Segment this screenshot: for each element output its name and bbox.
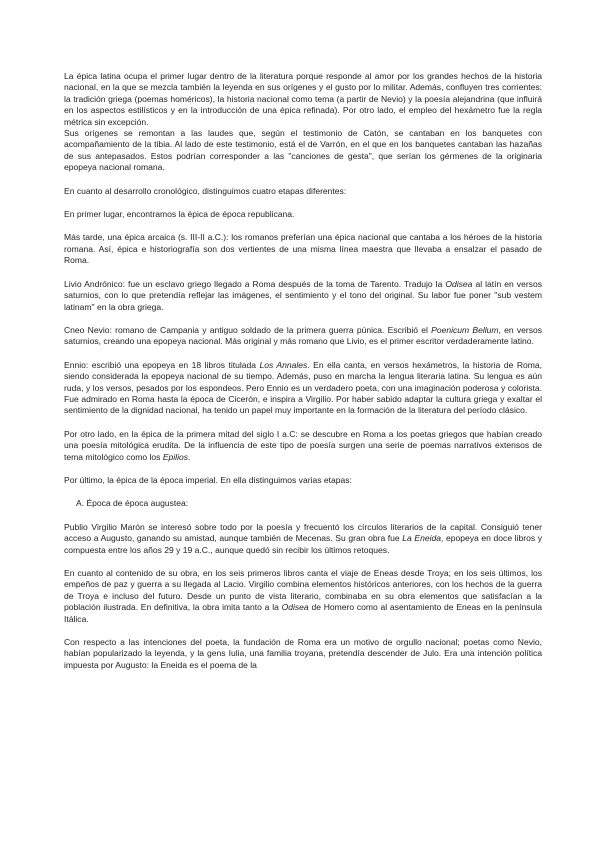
text-run: , epopeya en doce libros y compuesta entre los años 29 y 19 a.C., aunque quedó sin recibir los últimos retoques. <box>64 533 542 555</box>
text-run: Con respecto a las intenciones del poeta, la fundación de Roma era un motivo de orgullo nacional; poetas como Nevio, habían popularizado la leyenda, y la gens Iulia, una familia troyana, pretendía descender de Julo. Era una intención política impuesta por Augusto: la Eneida es el poema de la <box>64 637 542 670</box>
paragraph-intro <box>64 71 542 128</box>
text-run: A. Época de época augustea: <box>76 498 189 509</box>
italic-title: La Eneida <box>402 533 442 544</box>
paragraph-virgilio <box>64 522 542 556</box>
paragraph-nevio <box>64 325 542 348</box>
text-run: Por otro lado, en la épica de la primera mitad del siglo I a.C: se descubre en Roma a los poetas griegos que habían creado una poesía mitológica erudita. De la influencia de este tipo de poesía surgen una serie de poemas narrativos extensos de tema mitológico como los <box>64 428 542 462</box>
italic-title: Epilios <box>162 451 188 462</box>
paragraph-contenido <box>64 568 542 625</box>
paragraph-primer-lugar <box>64 209 542 220</box>
paragraph-origenes <box>64 128 542 174</box>
text-run: Livio Andrónico: fue un esclavo griego llegado a Roma después de la toma de Tarento. Tradujo la <box>64 278 446 289</box>
italic-title: Los Annales <box>259 359 308 370</box>
text-run: Más tarde, una épica arcaica (s. III-II a.C.): los romanos preferían una épica nacional que cantaba a los héroes de la historia romana. Así, épica e historiografía son dos vertientes de una misma línea maestra que llevaba a ensalzar el pasado de Roma. <box>64 232 542 266</box>
text-run: Publio Virgilio Marón se interesó sobre todo por la poesía y frecuentó los círculos literarios de la capital. Consiguió tener acceso a Augusto, ganando su amistad, aunque también de Mecenas. Su gran obra fue <box>64 521 542 544</box>
italic-title: Poenicum Bellum <box>431 324 499 335</box>
paragraph-desarrollo <box>64 186 542 197</box>
text-run: de Homero como al asentamiento de Eneas en la península Itálica. <box>64 602 542 624</box>
paragraph-siglo-i <box>64 429 542 463</box>
text-run: En cuanto al contenido de su obra, en los seis primeros libros canta el viaje de Eneas desde Troya; en los seis últimos, los empeños de paz y guerra a su llegada al Lacio. Virgilio combina elementos históricos anteriores, con los hechos de la guerra de Troya e incluso del futuro. Desde un punto de vista literario, combinaba en su obra elementos que satisfacían a la población ilustrada. En definitiva, la obra imita tanto a la <box>64 568 542 613</box>
paragraph-intenciones <box>64 637 542 671</box>
text-run: Ennio: escribió una epopeya en 18 libros titulada <box>64 359 260 370</box>
paragraph-ennio <box>64 360 542 417</box>
paragraph-imperial <box>64 475 542 486</box>
text-run: al latín en versos saturnios, con lo que pretendía reflejar las imágenes, el sentimiento y el tono del original. Su labor fue poner "sub vestem latinam" en la obra griega. <box>64 278 542 312</box>
text-run: . <box>188 451 191 462</box>
text-run: La épica latina ocupa el primer lugar dentro de la literatura porque responde al amor por los grandes hechos de la historia nacional, en la que se mezcla también la leyenda en sus orígenes y el gusto por lo militar. Además, confluyen tres corrientes: la tradición griega (poemas homéricos), la historia nacional como tema (a partir de Nevio) y la poesía alejandrina (que influirá en los aspectos estilísticos y en la introducción de una épica refinada). Por otro lado, el empleo del hexámetro fue la regla métrica sin excepción. <box>64 71 542 127</box>
text-run: , en versos saturnios, creando una epopeya nacional. Más original y más romano que Livio, es el primer escritor verdaderamente latino. <box>64 324 542 347</box>
text-run: . En ella canta, en versos hexámetros, la historia de Roma, siendo considerada la epopeya nacional de su tiempo. Además, puso en marcha la lengua literaria latina. Su lengua es aún ruda, y los versos, pesados por los espondeos. Pero Ennio es un verdadero poeta, con una imaginación poderosa y colorista. Fue admirado en Roma hasta la época de Cicerón, e inspira a Virgilio. Por haber sabido adaptar la cultura griega y exaltar el sentimiento de la dignidad nacional, ha tenido un papel muy importante en la formación de la literatura del período clásico. <box>64 359 542 416</box>
text-run: Sus orígenes se remontan a las laudes que, según el testimonio de Catón, se cantaban en los banquetes con acompañamiento de la tibia. Al lado de este testimonio, está el de Varrón, en el que en los banquetes cantaban las hazañas de sus antepasados. Estos podrían corresponder a las "canciones de gesta", que serían los gérmenes de la originaria epopeya nacional romana. <box>64 128 542 173</box>
section-heading-augustea <box>76 498 542 509</box>
text-run: Cneo Nevio: romano de Campania y antiguo soldado de la primera guerra púnica. Escribió el <box>64 324 432 335</box>
paragraph-mas-tarde <box>64 232 542 266</box>
document-page <box>64 71 542 683</box>
text-run: En cuanto al desarrollo cronológico, distinguimos cuatro etapas diferentes: <box>64 185 347 196</box>
text-run: En primer lugar, encontramos la épica de época republicana. <box>64 209 295 220</box>
paragraph-livio <box>64 279 542 313</box>
italic-title: Odisea <box>445 278 473 289</box>
italic-title: Odisea <box>281 602 309 613</box>
text-run: Por último, la épica de la época imperial. En ella distinguimos varias etapas: <box>64 474 352 485</box>
